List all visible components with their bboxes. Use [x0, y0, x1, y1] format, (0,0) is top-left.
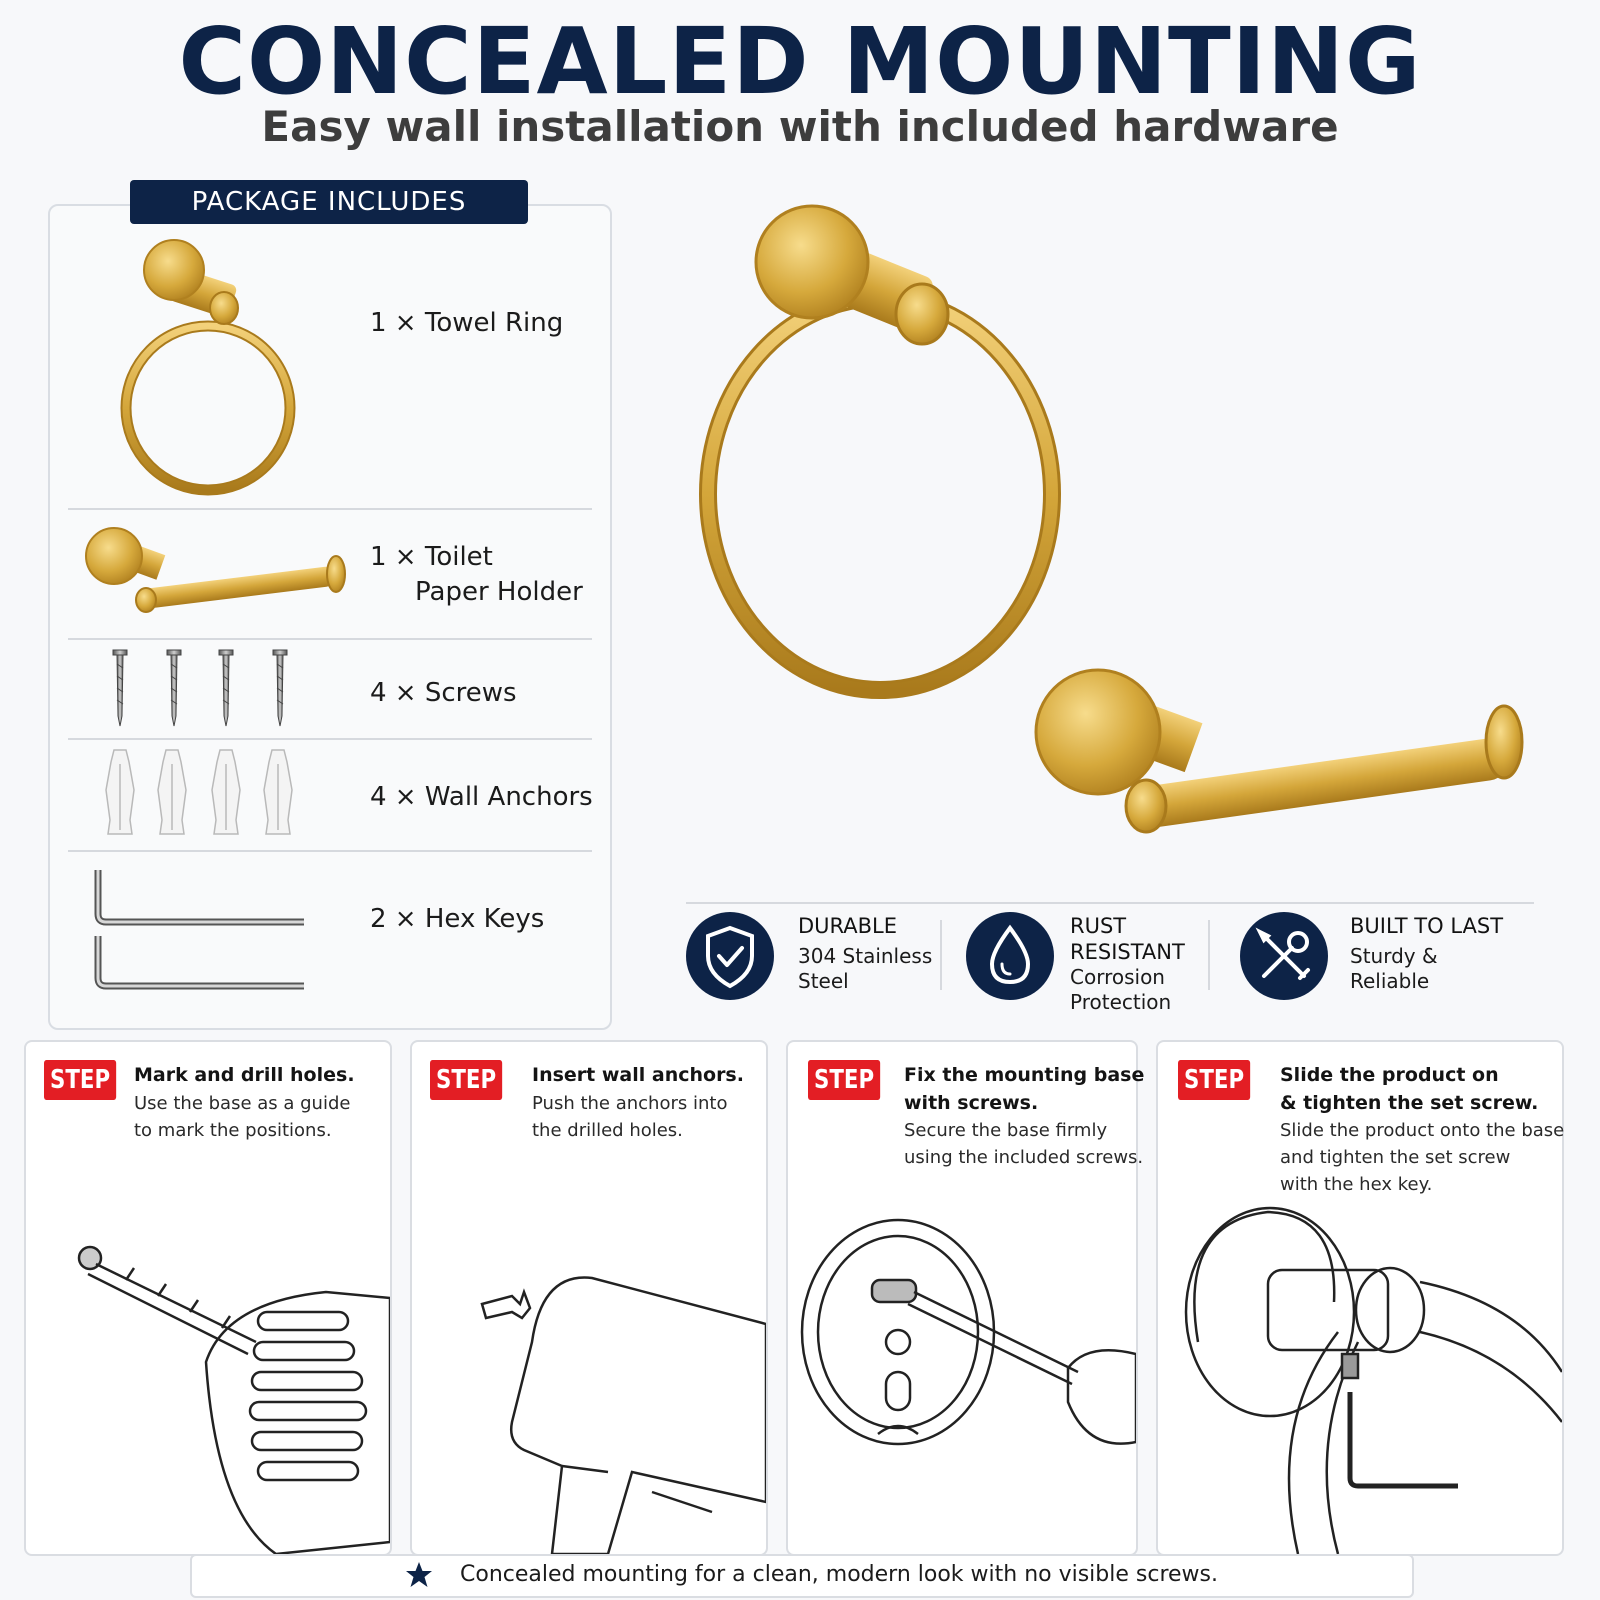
step-badge-1: STEP 1 — [44, 1060, 116, 1100]
package-divider — [68, 508, 592, 510]
package-divider — [68, 738, 592, 740]
step-text-4: Slide the product on & tighten the set screw. Slide the product onto the base and tighten the set screw with the hex key. — [1280, 1064, 1565, 1196]
water-drop-icon — [966, 912, 1054, 1000]
features-divider — [686, 902, 1534, 904]
page-subtitle: Easy wall installation with included hardware — [261, 102, 1339, 151]
screws-image — [100, 650, 300, 730]
wall-anchors-image — [102, 750, 302, 836]
feature-built-to-last: BUILT TO LAST Sturdy & Reliable — [1350, 914, 1504, 993]
step-text-3: Fix the mounting base with screws. Secure the base firmly using the included screws. — [904, 1064, 1145, 1169]
page-title: CONCEALED MOUNTING — [178, 8, 1422, 115]
package-item-wall-anchors: 4 × Wall Anchors — [370, 782, 593, 812]
package-item-towel-ring: 1 × Towel Ring — [370, 308, 564, 338]
package-divider — [68, 850, 592, 852]
toilet-paper-holder-hero-image — [1036, 666, 1526, 856]
step-badge-4: STEP 4 — [1178, 1060, 1250, 1100]
feature-separator — [940, 920, 942, 990]
towel-ring-hero-image — [700, 204, 1090, 724]
towel-ring-image — [118, 236, 318, 502]
package-item-hex-keys: 2 × Hex Keys — [370, 904, 545, 934]
step-badge-2: STEP 2 — [430, 1060, 502, 1100]
toilet-paper-holder-image — [84, 526, 348, 626]
step-text-2: Insert wall anchors. Push the anchors into the drilled holes. — [532, 1064, 744, 1141]
step-badge-3: STEP 3 — [808, 1060, 880, 1100]
star-icon — [404, 1560, 434, 1590]
package-divider — [68, 638, 592, 640]
package-item-screws: 4 × Screws — [370, 678, 517, 708]
step-text-1: Mark and drill holes. Use the base as a guide to mark the positions. — [134, 1064, 355, 1141]
package-item-toilet-paper-holder: 1 × Toilet Paper Holder — [370, 542, 583, 608]
feature-separator — [1208, 920, 1210, 990]
tools-icon — [1240, 912, 1328, 1000]
hex-keys-image — [92, 868, 312, 994]
package-includes-tag: PACKAGE INCLUDES — [130, 180, 528, 224]
feature-durable: DURABLE 304 Stainless Steel — [798, 914, 933, 993]
shield-check-icon — [686, 912, 774, 1000]
footer-text: Concealed mounting for a clean, modern look with no visible screws. — [460, 1562, 1219, 1587]
feature-rust-resistant: RUST RESISTANT Corrosion Protection — [1070, 914, 1185, 1015]
